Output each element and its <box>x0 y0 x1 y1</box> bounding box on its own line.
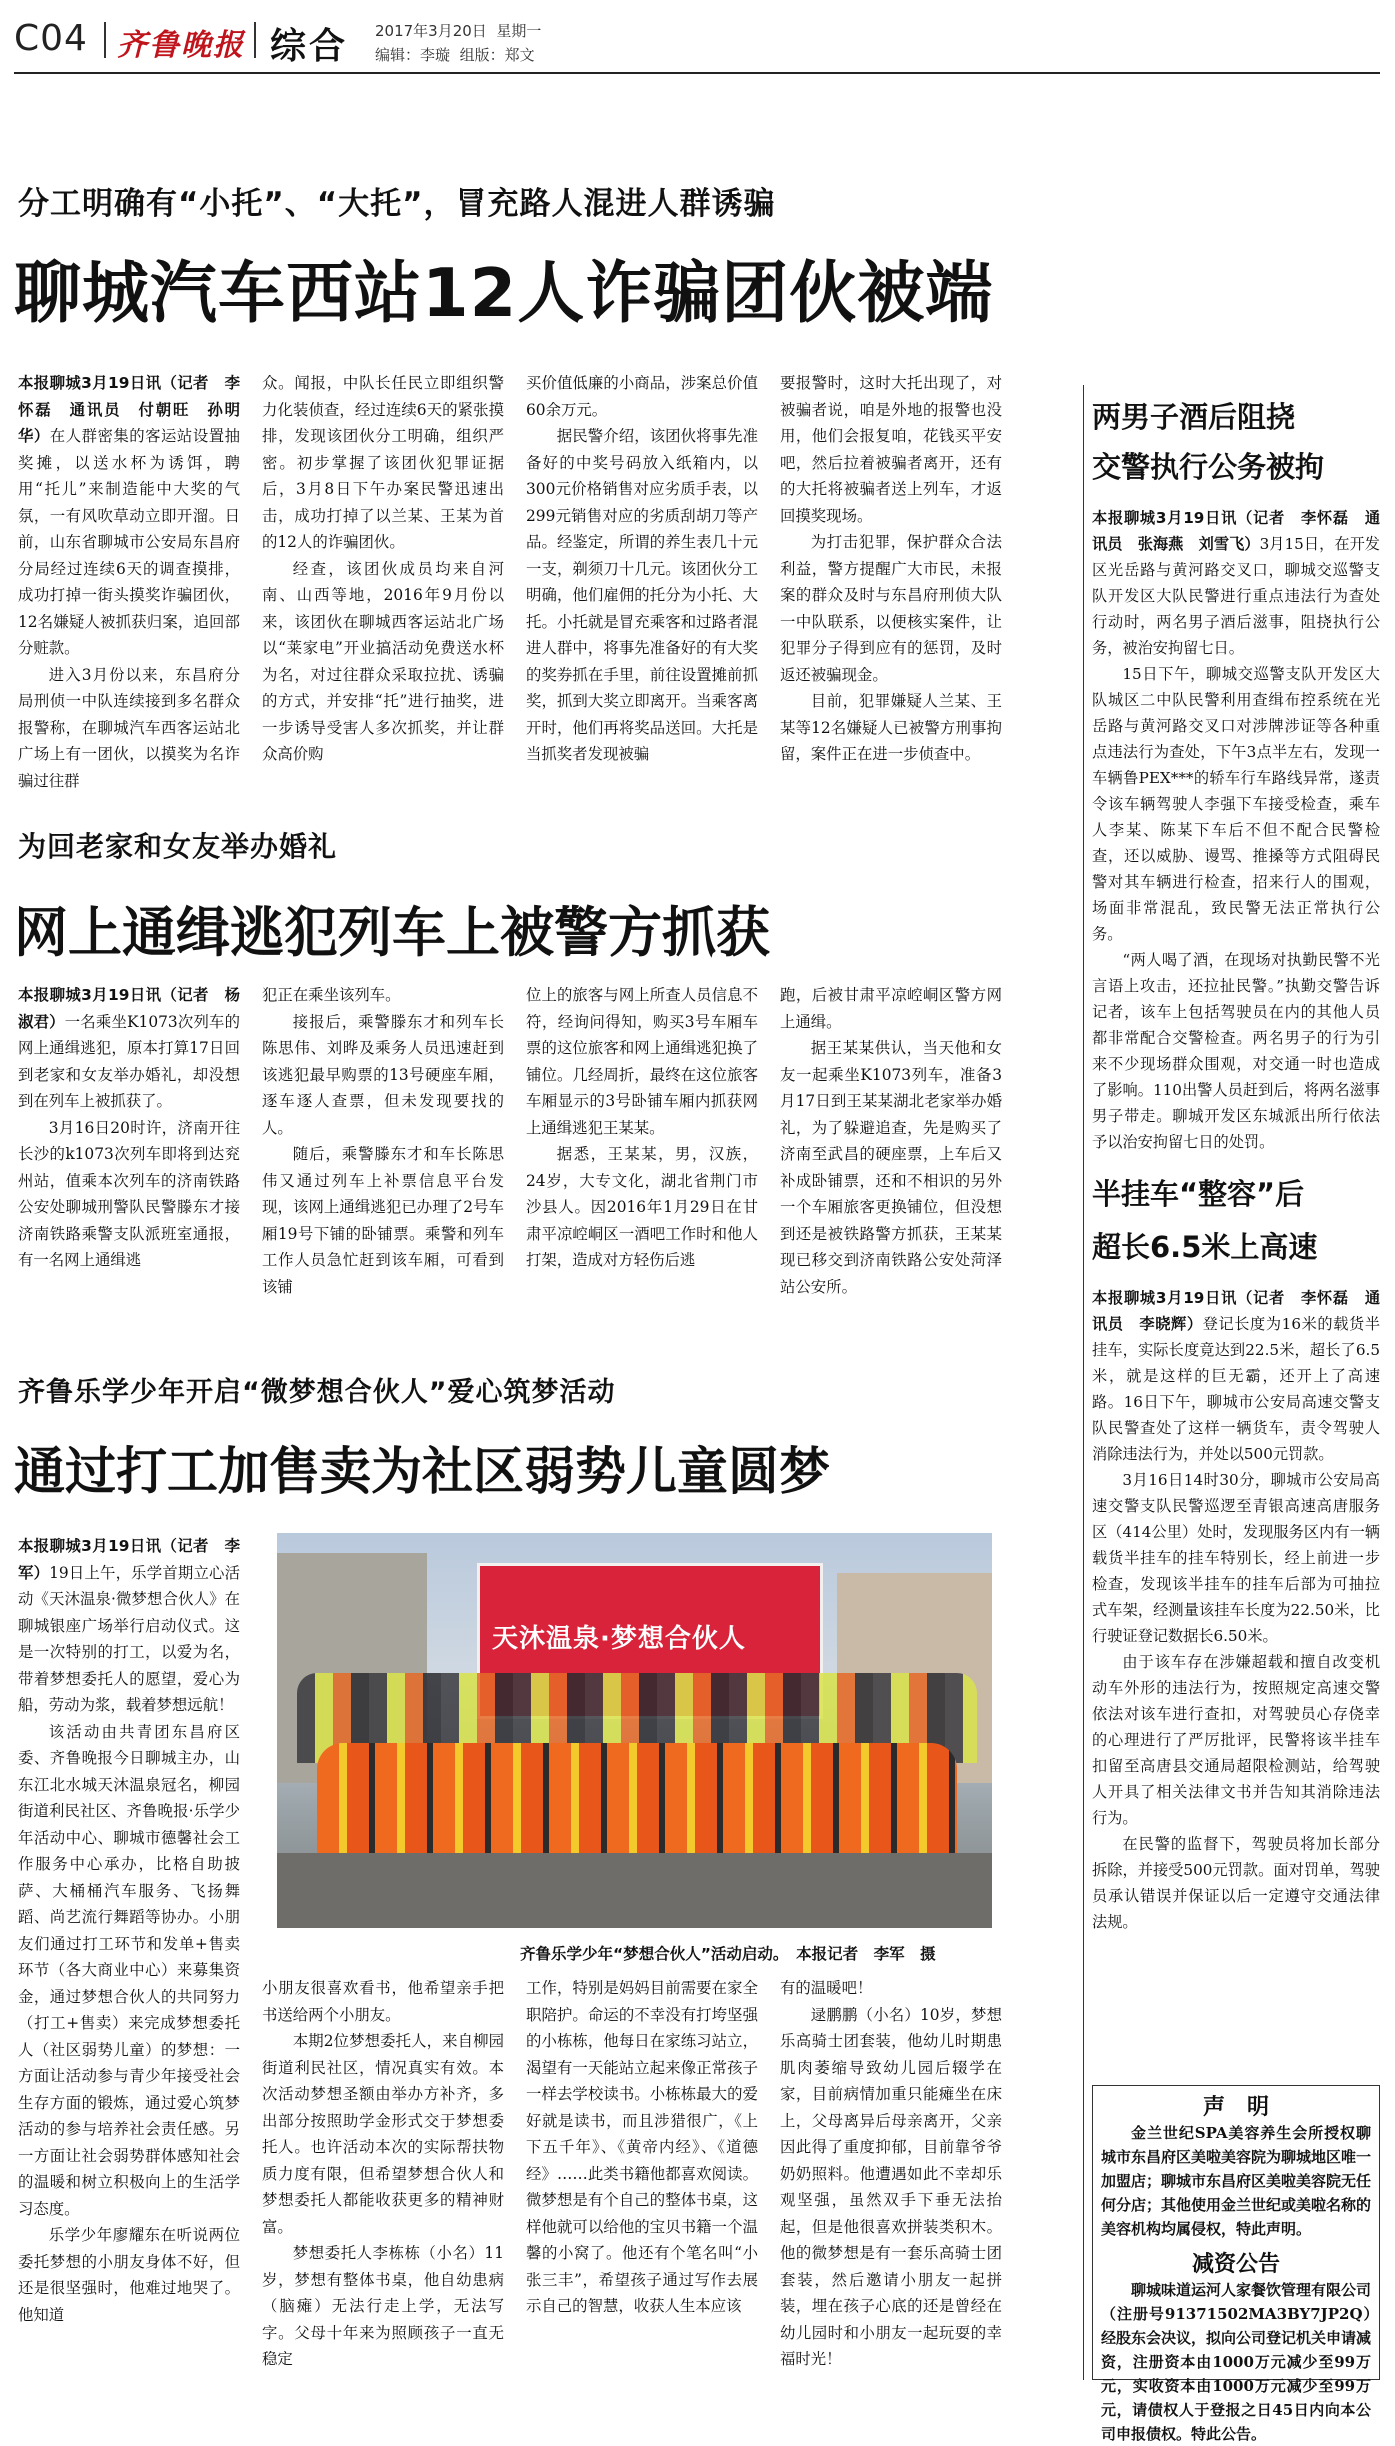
story3-photo <box>277 1533 992 1928</box>
story3-column-4 <box>780 1975 1002 2385</box>
side2-dateline: 本报聊城3月19日讯 <box>1092 1289 1238 1307</box>
story2-column-1 <box>18 982 240 1322</box>
notice2-title: 减资公告 <box>1191 2252 1280 2277</box>
story1-column-4 <box>780 370 1002 870</box>
side2-headline-line2: 超长6.5米上高速 <box>1092 1230 1318 1264</box>
story1-col4b: 为打击犯罪，保护群众合法利益，警方提醒广大市民，未报案的群众及时与东昌府刑侦大队一中队联系，以便核实案件，让犯罪分子得到应有的惩罚，及时返还被骗现金。 <box>780 533 1002 684</box>
story1-column-2 <box>262 370 504 870</box>
story2-column-2 <box>262 982 504 1322</box>
story2-kicker: 为回老家和女友举办婚礼 <box>18 830 338 863</box>
story2-col4b: 据王某某供认，当天他和女友一起乘坐K1073列车，准备3月17日到王某某湖北老家举办婚礼，为了躲避追查，先是购买了济南至武昌的硬座票，上车后又补成卧铺票，还和不相识的另外一个车厢旅客更换铺位，但没想到还是被铁路警方抓获，王某某现已移交到济南铁路公安处菏泽站公安所。 <box>780 1039 1002 1296</box>
notice1-title: 声 明 <box>1202 2095 1269 2120</box>
side1-p2: 15日下午，聊城交巡警支队开发区大队城区二中队民警利用查缉布控系统在光岳路与黄河路交叉口对涉牌涉证等各种重点违法行为查处，下午3点半左右，发现一车辆鲁PEX***的轿车行车路线异常，遂责令该车辆驾驶人李强下车接受检查，乘车人李某、陈某下车后不但不配合民警检查，还以威胁、谩骂、推搡等方式阻碍民警对其车辆进行检查，招来行人的围观，场面非常混乱，致民警无法正常执行公务。 <box>1092 665 1380 943</box>
story2-column-3 <box>526 982 758 1322</box>
side1-p3: “两人喝了酒，在现场对执勤民警不光言语上攻击，还拉扯民警。”执勤交警告诉记者，该车上包括驾驶员在内的其他人员都非常配合交警检查。两名男子的行为引来不少现场群众围观，对交通一时也造成了影响。110出警人员赶到后，将两名滋事男子带走。聊城开发区东城派出所行依法予以治安拘留七日的处罚。 <box>1092 951 1380 1151</box>
story1-col4c: 目前，犯罪嫌疑人兰某、王某等12名嫌疑人已被警方刑事拘留，案件正在进一步侦查中。 <box>780 692 1002 763</box>
story3-col2c: 梦想委托人李栋栋（小名）11岁，梦想有整体书桌，他自幼患病（脑瘫）无法行走上学，无法写字。父母十年来为照顾孩子一直无稳定 <box>262 2244 504 2368</box>
story2-column-4 <box>780 982 1002 1322</box>
story2-col3b: 据悉，王某某，男，汉族，24岁，大专文化，湖北省荆门市沙县人。因2016年1月29日在甘肃平凉崆峒区一酒吧工作时和他人打架，造成对方轻伤后逃 <box>526 1145 758 1269</box>
story2-col1: 一名乘坐K1073次列车的网上通缉逃犯，原本打算17日回到老家和女友举办婚礼，却没想到在列车上被抓获了。 <box>18 1012 240 1110</box>
story1-col3b: 据民警介绍，该团伙将事先准备好的中奖号码放入纸箱内，以300元价格销售对应劣质手表，以299元销售对应的劣质刮胡刀等产品。经鉴定，所谓的养生表几十元一支，剃须刀十几元。该团伙分工明确，他们雇佣的托分为小托、大托。小托就是冒充乘客和过路者混进人群中，将事先准备好的有大奖的奖券抓在手里，前往设置摊前抓奖，抓到大奖立即离开。当乘客离开时，他们再将奖品送回。大托是当抓奖者发现被骗 <box>526 427 758 763</box>
side1-p1: 3月15日，在开发区光岳路与黄河路交叉口，聊城交巡警支队开发区大队民警进行重点违法行为查处行动时，两名男子酒后滋事，阻挠执行公务，被治安拘留七日。 <box>1092 535 1380 657</box>
photo-children-row <box>317 1743 957 1853</box>
story3-col2: 小朋友很喜欢看书，他希望亲手把书送给两个小朋友。 <box>262 1979 504 2024</box>
story1-column-1 <box>18 370 240 870</box>
story3-col2b: 本期2位梦想委托人，来自柳园街道利民社区，情况真实有效。本次活动梦想圣额由举办方补齐，多出部分按照助学金形式交于梦想委托人。也许活动本次的实际帮扶物质力度有限，但希望梦想合伙人和梦想委托人都能收获更多的精神财富。 <box>262 2032 504 2236</box>
story3-photo-caption: 齐鲁乐学少年“梦想合伙人”活动启动。 本报记者 李军 摄 <box>520 1945 936 1963</box>
story3-column-1 <box>18 1533 240 2383</box>
page-number: C04 <box>14 18 88 59</box>
story1-byline: （记者 李怀磊 通讯员 付朝旺 孙明华） <box>18 374 240 445</box>
photo-banner-text: 天沐温泉·梦想合伙人 <box>492 1624 746 1654</box>
side2-headline-line1: 半挂车“整容”后 <box>1092 1177 1305 1211</box>
story1-kicker: 分工明确有“小托”、“大托”，冒充路人混进人群诱骗 <box>18 186 776 222</box>
story2-col2b: 接报后，乘警滕东才和列车长陈思伟、刘晔及乘务人员迅速赶到该逃犯最早购票的13号硬座车厢，逐车逐人查票，但未发现要找的人。 <box>262 1012 504 1137</box>
side2-p3: 由于该车存在涉嫌超载和擅自改变机动车外形的违法行为，按照规定高速交警依法对该车进行查扣，对驾驶员心存侥幸的心理进行了严厉批评，民警将该半挂车扣留至高唐县交通局超限检测站，给驾驶人开具了相关法律文书并告知其消除违法行为。 <box>1092 1653 1380 1827</box>
editor-text: 编辑：李璇 <box>375 46 451 64</box>
story1-col4: 要报警时，这时大托出现了，对被骗者说，咱是外地的报警也没用，他们会报复咱，花钱买平安吧，然后拉着被骗者离开，还有的大托将被骗者送上列车，才返回摸奖现场。 <box>780 374 1002 525</box>
issue-date <box>375 20 541 41</box>
side2-p2: 3月16日14时30分，聊城市公安局高速交警支队民警巡逻至青银高速高唐服务区（414公里）处时，发现服务区内有一辆载货半挂车的挂车特别长，经上前进一步检查，发现该半挂车的挂车后部为可抽拉式车架，经测量该挂车长度为22.50米，比行驶证登记数据长6.50米。 <box>1092 1471 1380 1645</box>
sidebar-divider <box>1083 385 1084 2380</box>
story2-dateline: 本报聊城3月19日讯 <box>18 986 162 1004</box>
story3-column-3 <box>526 1975 758 2385</box>
notices-box <box>1092 2085 1380 2443</box>
story2-byline: （记者 杨淑君） <box>18 986 240 1031</box>
masthead-divider-2 <box>254 22 256 58</box>
story2-headline: 网上通缉逃犯列车上被警方抓获 <box>14 901 770 964</box>
notice1-body: 金兰世纪SPA美容养生会所授权聊城市东昌府区美啦美容院为聊城地区唯一加盟店；聊城市东昌府区美啦美容院无任何分店；其他使用金兰世纪或美啦名称的美容机构均属侵权，特此声明。 <box>1101 2124 1372 2238</box>
story3-byline: （记者 李军） <box>18 1537 240 1582</box>
weekday-text: 星期一 <box>496 22 542 40</box>
story3-kicker: 齐鲁乐学少年开启“微梦想合伙人”爱心筑梦活动 <box>18 1377 616 1408</box>
story3-dateline: 本报聊城3月19日讯 <box>18 1537 162 1555</box>
side2-p4: 在民警的监督下，驾驶员将加长部分拆除，并接受500元罚款。面对罚单，驾驶员承认错误并保证以后一定遵守交通法律法规。 <box>1092 1835 1380 1931</box>
side2-byline: （记者 李怀磊 通讯员 李晓辉） <box>1092 1289 1381 1333</box>
story2-col2c: 随后，乘警滕东才和车长陈思伟又通过列车上补票信息平台发现，该网上通缉逃犯已办理了2号车厢19号下铺的卧铺票。乘警和列车工作人员急忙赶到该车厢，可看到该铺 <box>262 1145 504 1296</box>
notice2-body: 聊城味道运河人家餐饮管理有限公司（注册号91371502MA3BY7JP2Q）经股东会决议，拟向公司登记机关申请减资，注册资本由1000万元减少至99万元，实收资本由1000万元减少至99万元，请债权人于登报之日45日内向本公司申报债权。特此公告。 <box>1101 2281 1372 2443</box>
story3-headline: 通过打工加售卖为社区弱势儿童圆梦 <box>14 1443 831 1502</box>
masthead-divider <box>104 22 106 58</box>
story1-col1: 在人群密集的客运站设置抽奖摊，以送水杯为诱饵，聘用“托儿”来制造能中大奖的气氛，一有风吹草动立即开溜。日前，山东省聊城市公安局东昌府分局经过连续6天的调查摸排，成功打掉一街头摸奖诈骗团伙，12名嫌疑人被抓获归案，追回部分赃款。 <box>18 427 240 657</box>
layout-text: 组版：郑文 <box>459 46 535 64</box>
story3-col1b: 该活动由共青团东昌府区委、齐鲁晚报今日聊城主办，山东江北水城天沐温泉冠名，柳园街道利民社区、齐鲁晚报·乐学少年活动中心、聊城市德馨社会工作服务中心承办，比格自助披萨、大桶桶汽车服务、飞扬舞蹈、尚艺流行舞蹈等协办。小朋友们通过打工环节和发单+售卖环节（各大商业中心）来募集资金，通过梦想合伙人的共同努力（打工+售卖）来完成梦想委托人（社区弱势儿童）的梦想：一方面让活动参与青少年接受社会生存方面的锻炼，通过爱心筑梦活动的参与培养社会责任感。另一方面让社会弱势群体感知社会的温暖和树立积极向上的生活学习态度。 <box>18 1722 240 2218</box>
story3-col3: 工作，特别是妈妈目前需要在家全职陪护。命运的不幸没有打垮坚强的小栋栋，他每日在家练习站立，渴望有一天能站立起来像正常孩子一样去学校读书。小栋栋最大的爱好就是读书，而且涉猎很广，《上下五千年》、《黄帝内经》、《道德经》……此类书籍他都喜欢阅读。微梦想是有个自己的整体书桌，这样他就可以给他的宝贝书籍一个温馨的小窝了。他还有个笔名叫“小张三丰”，希望孩子通过写作去展示自己的智慧，收获人生本应该 <box>526 1979 758 2315</box>
side1-body <box>1092 505 1380 1160</box>
story3-col4b: 逯鹏鹏（小名）10岁，梦想乐高骑士团套装，他幼儿时期患肌肉萎缩导致幼儿园后辍学在家，目前病情加重只能瘫坐在床上，父母离异后母亲离开，父亲因此得了重度抑郁，目前靠爷爷奶奶照料。他遭遇如此不幸却乐观坚强，虽然双手下垂无法抬起，但是他很喜欢拼装类积木。他的微梦想是有一套乐高骑士团套装，然后邀请小朋友一起拼装，埋在孩子心底的还是曾经在幼儿园时和小朋友一起玩耍的幸福时光！ <box>780 2005 1002 2368</box>
paper-logo: 齐鲁晚报 <box>117 28 245 63</box>
story1-col2: 众。闻报，中队长任民立即组织警力化装侦查，经过连续6天的紧张摸排，发现该团伙分工明确，组织严密。初步掌握了该团伙犯罪证据后，3月8日下午办案民警迅速出击，成功打掉了以兰某、王某为首的12人的诈骗团伙。 <box>262 374 504 551</box>
story3-column-2 <box>262 1975 504 2385</box>
date-text: 2017年3月20日 <box>375 22 487 40</box>
side1-byline: （记者 李怀磊 通讯员 张海燕 刘雪飞） <box>1092 509 1381 553</box>
side2-p1: 登记长度为16米的载货半挂车，实际长度竟达到22.5米，超长了6.5米，就是这样的巨无霸，还开上了高速路。16日下午，聊城市公安局高速交警支队民警查处了这样一辆货车，责令驾驶人消除违法行为，并处以500元罚款。 <box>1092 1315 1381 1463</box>
editor-credits <box>375 44 535 65</box>
story2-col1b: 3月16日20时许，济南开往长沙的k1073次列车即将到达兖州站，值乘本次列车的济南铁路公安处聊城刑警队民警滕东才接济南铁路乘警支队派班室通报，有一名网上通缉逃 <box>18 1118 240 1269</box>
side2-body <box>1092 1285 1380 2075</box>
story2-col2: 犯正在乘坐该列车。 <box>262 986 401 1004</box>
story2-col3: 位上的旅客与网上所查人员信息不符，经询问得知，购买3号车厢车票的这位旅客和网上通缉逃犯换了铺位。几经周折，最终在这位旅客车厢显示的3号卧铺车厢内抓获网上通缉逃犯王某某。 <box>526 986 758 1137</box>
side1-headline-line1: 两男子酒后阻挠 <box>1092 400 1296 434</box>
story3-col1c: 乐学少年廖耀东在听说两位委托梦想的小朋友身体不好，但还是很坚强时，他难过地哭了。他知道 <box>18 2226 240 2324</box>
story1-col1b: 进入3月份以来，东昌府分局刑侦一中队连续接到多名群众报警称，在聊城汽车西客运站北广场上有一团伙，以摸奖为名诈骗过往群 <box>18 665 240 790</box>
photo-ground <box>277 1853 992 1928</box>
story1-dateline: 本报聊城3月19日讯 <box>18 374 162 392</box>
story1-column-3 <box>526 370 758 870</box>
story1-col3: 买价值低廉的小商品，涉案总价值60余万元。 <box>526 374 758 419</box>
story1-col2b: 经查，该团伙成员均来自河南、山西等地，2016年9月份以来，该团伙在聊城西客运站北广场以“莱家电”开业搞活动免费送水杯为名，对过往群众采取拉扰、诱骗的方式，并安排“托”进行抽奖，进一步诱导受害人多次抓奖，并让群众高价购 <box>262 559 504 763</box>
story3-col1: 19日上午，乐学首期立心活动《天沐温泉·微梦想合伙人》在聊城银座广场举行启动仪式。这是一次特别的打工，以爱为名，带着梦想委托人的愿望，爱心为船，劳动为浆，载着梦想远航！ <box>18 1563 240 1714</box>
masthead-rule <box>14 72 1380 74</box>
section-name: 综合 <box>270 26 349 67</box>
story3-col4: 有的温暖吧！ <box>780 1979 873 1997</box>
masthead <box>0 0 1395 70</box>
story1-headline: 聊城汽车西站12人诈骗团伙被端 <box>14 254 994 332</box>
story2-col4: 跑，后被甘肃平凉崆峒区警方网上通缉。 <box>780 986 1002 1031</box>
side1-dateline: 本报聊城3月19日讯 <box>1092 509 1238 527</box>
side1-headline-line2: 交警执行公务被拘 <box>1092 450 1325 484</box>
